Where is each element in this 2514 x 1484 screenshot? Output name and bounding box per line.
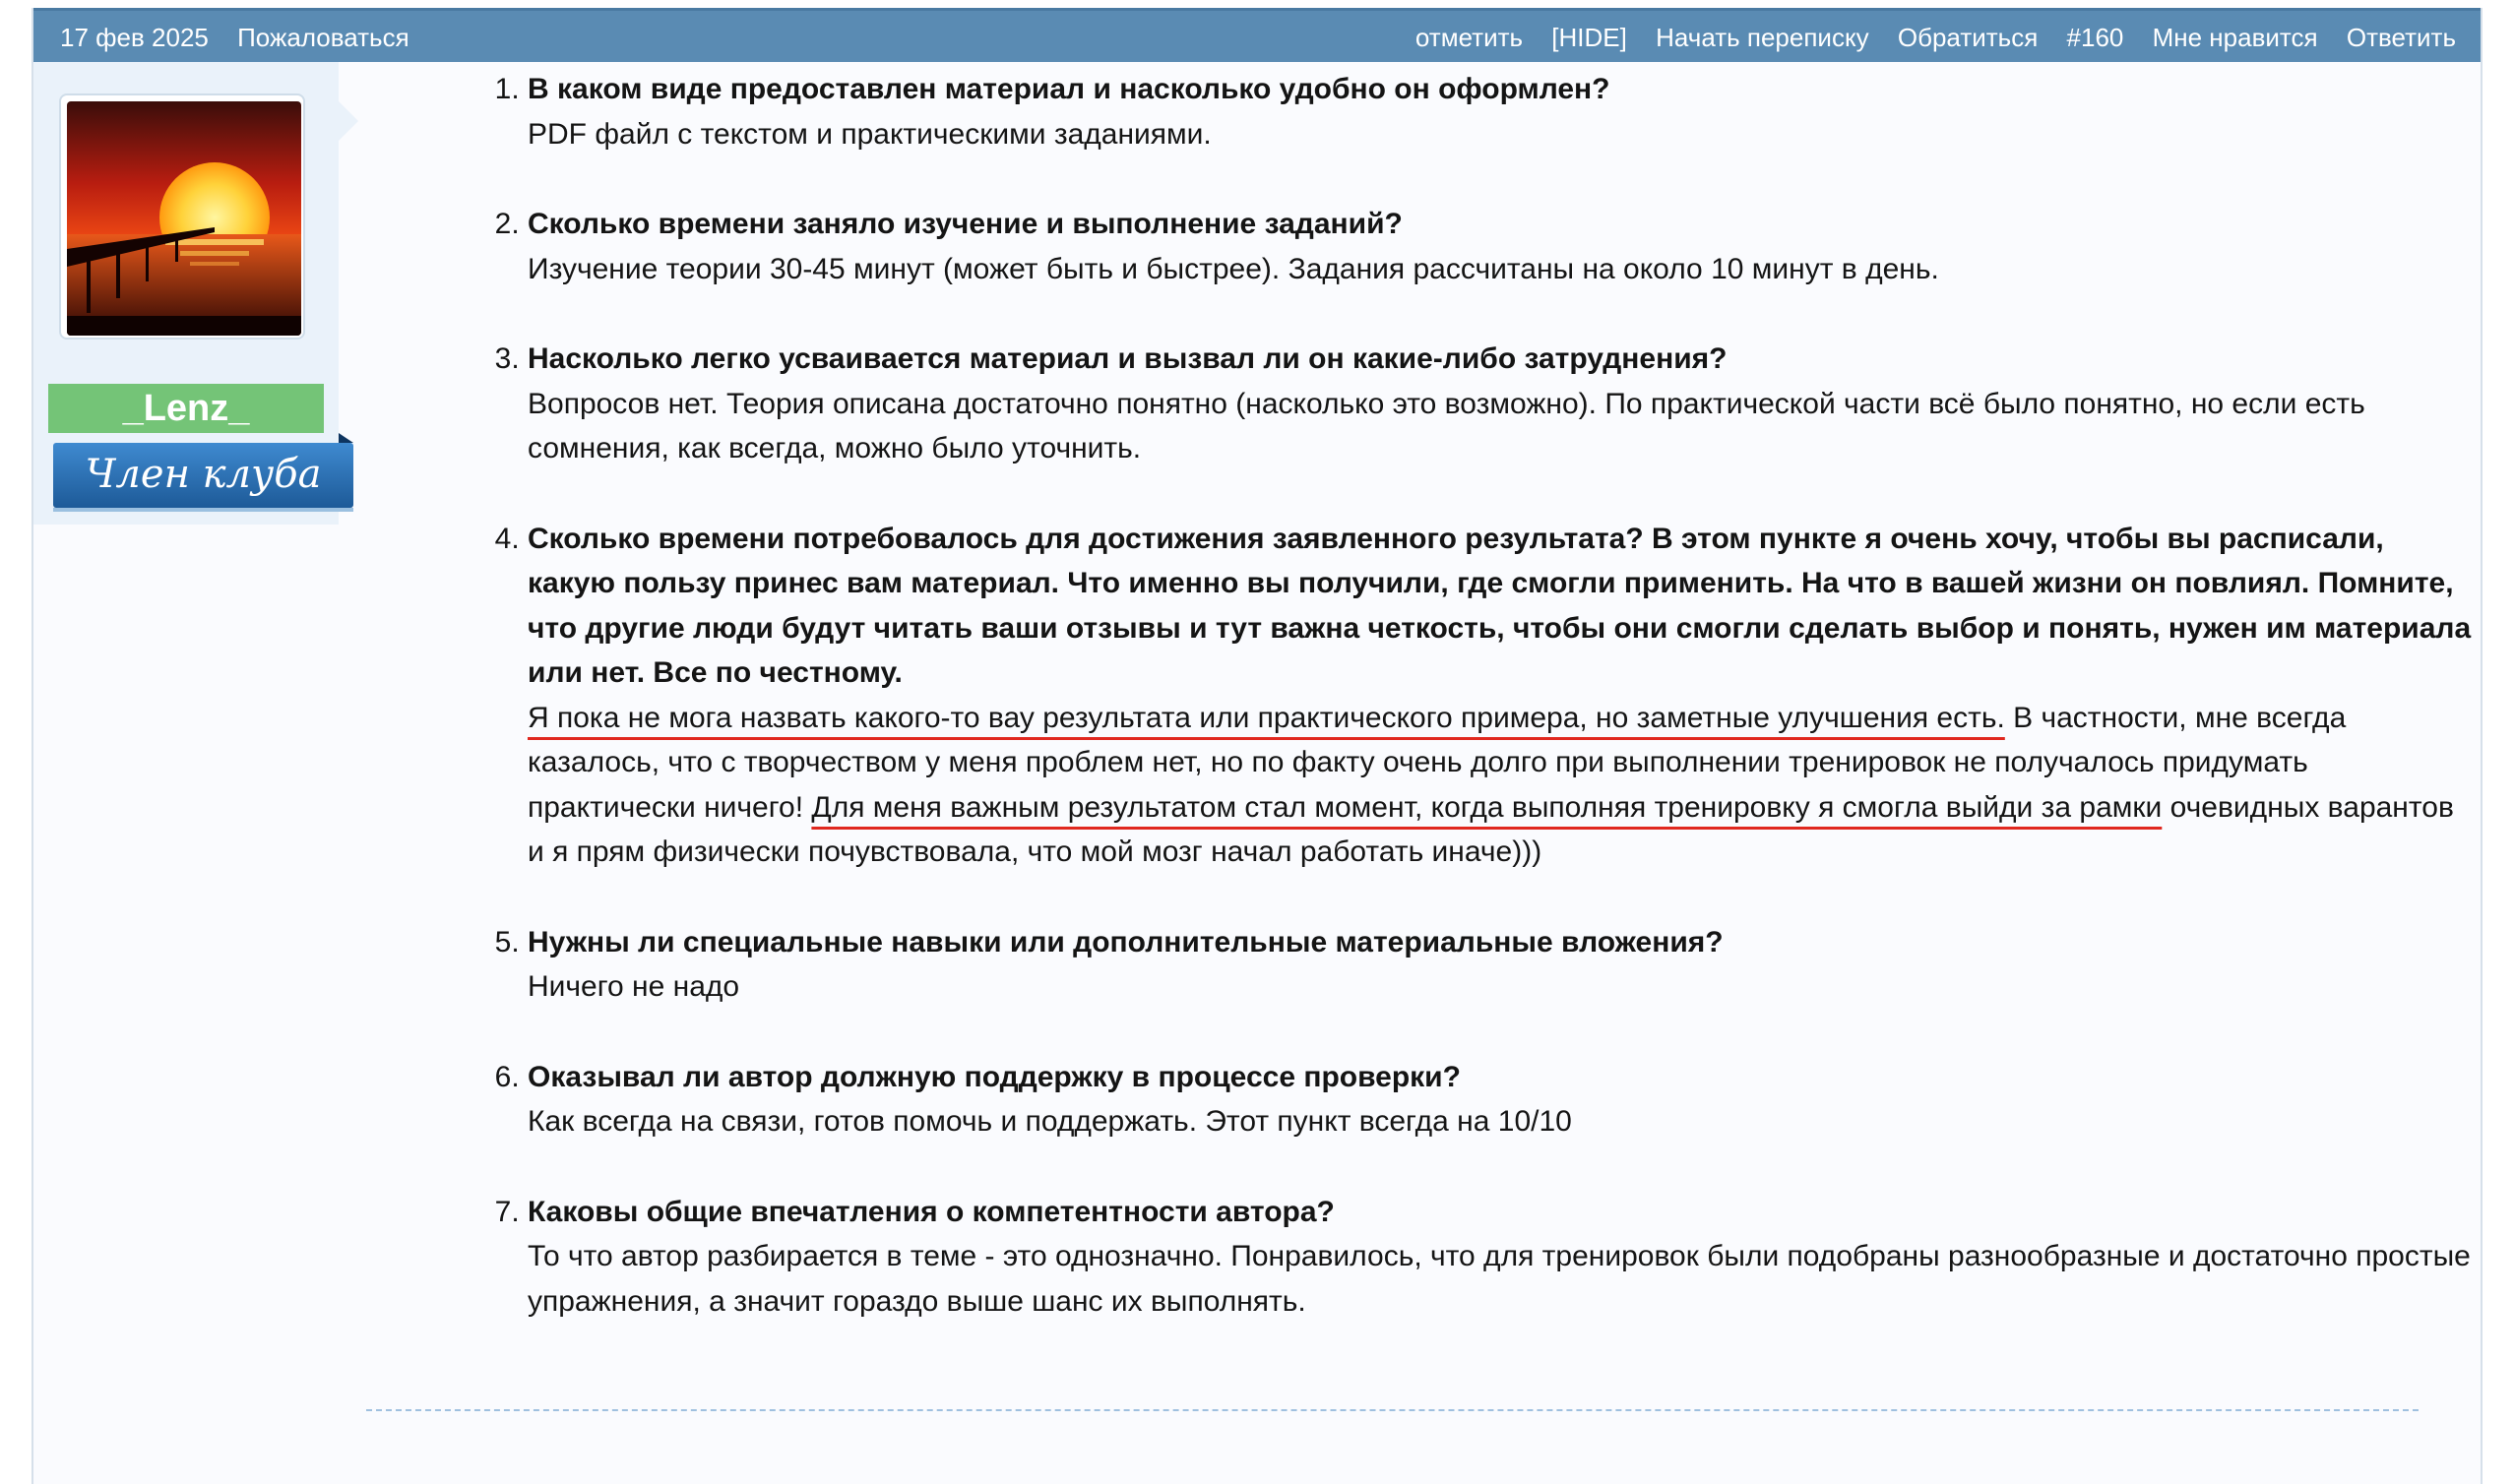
- list-item: [528, 1055, 2475, 1144]
- user-rank-badge: [53, 433, 353, 514]
- reply-link[interactable]: Ответить: [2346, 23, 2456, 52]
- list-item: [528, 337, 2475, 471]
- username[interactable]: _Lenz_: [48, 384, 324, 433]
- avatar-pointer: [339, 101, 358, 141]
- hide-link[interactable]: [HIDE]: [1551, 23, 1627, 52]
- underlined-answer-text: Для меня важным результатом стал момент, когда выполняя тренировку я смогла выйди за рамки: [811, 790, 2163, 824]
- question-text: Сколько времени заняло изучение и выполнение заданий?: [528, 208, 1403, 240]
- post-content: [467, 67, 2475, 1369]
- user-rank-label: Член клуба: [85, 452, 322, 497]
- answer-text: То что автор разбирается в теме - это однозначно. Понравилось, что для тренировок были подобраны разнообразные и достаточно простые упражнения, а значит гораздо выше шанс их выполнять.: [528, 1240, 2471, 1318]
- signature-divider: [366, 1409, 2419, 1411]
- question-text: Каковы общие впечатления о компетентности автора?: [528, 1195, 1335, 1228]
- post-date[interactable]: 17 фев 2025: [60, 23, 209, 52]
- review-questions-list: [467, 67, 2475, 1324]
- question-text: Нужны ли специальные навыки или дополнительные материальные вложения?: [528, 925, 1724, 958]
- avatar[interactable]: [67, 101, 301, 336]
- post-actions: [1394, 23, 2456, 53]
- list-item: [528, 920, 2475, 1010]
- answer-text: Вопросов нет. Теория описана достаточно понятно (насколько это возможно). По практической части всё было понятно, но если есть сомнения, как всегда, можно было уточнить.: [528, 387, 2365, 464]
- answer-text: PDF файл с текстом и практическими заданиями.: [528, 117, 1212, 151]
- mention-link[interactable]: Обратиться: [1897, 23, 2039, 52]
- report-link[interactable]: Пожаловаться: [237, 23, 409, 52]
- like-link[interactable]: Мне нравится: [2152, 23, 2318, 52]
- list-item: [528, 1190, 2475, 1325]
- forum-post: [31, 8, 2483, 1484]
- answer-text: Ничего не надо: [528, 970, 740, 1003]
- underlined-answer-text: Я пока не мога назвать какого-то вау результата или практического примера, но заметные улучшения есть.: [528, 701, 2005, 734]
- start-conversation-link[interactable]: Начать переписку: [1656, 23, 1869, 52]
- post-header-bar: [33, 8, 2481, 62]
- question-text: Насколько легко усваивается материал и вызвал ли он какие-либо затруднения?: [528, 342, 1728, 375]
- answer-text: очевидных варантов и я прям физически почувствовала, что мой мозг начал работать иначе))): [528, 790, 2454, 868]
- post-number-link[interactable]: #160: [2066, 23, 2124, 52]
- list-item: [528, 517, 2475, 875]
- question-text: Сколько времени потребовалось для достижения заявленного результата? В этом пункте я очень хочу, чтобы вы расписали, какую пользу принес вам материал. Что именно вы получили, где смогли применить. На что в вашей жизни он повлиял. Помните, что другие люди будут читать ваши отзывы и тут важна четкость, чтобы они смогли сделать выбор и понять, нужен им материала или нет. Все по честному.: [528, 522, 2472, 689]
- post-meta: [60, 23, 431, 53]
- avatar-frame: [59, 93, 305, 340]
- answer-text: Как всегда на связи, готов помочь и поддержать. Этот пункт всегда на 10/10: [528, 1105, 1572, 1138]
- answer-text: В частности, мне всегда казалось, что с творчеством у меня проблем нет, но по факту очень долго при выполнении тренировок не получалось придумать практически ничего!: [528, 701, 2347, 824]
- answer-text: Изучение теории 30-45 минут (может быть и быстрее). Задания рассчитаны на около 10 минут в день.: [528, 252, 1939, 285]
- sunset-pier-image: [67, 101, 301, 336]
- question-text: В каком виде предоставлен материал и насколько удобно он оформлен?: [528, 73, 1610, 105]
- list-item: [528, 67, 2475, 156]
- list-item: [528, 202, 2475, 291]
- user-info-panel: [33, 62, 339, 525]
- mark-link[interactable]: отметить: [1414, 23, 1524, 52]
- question-text: Оказывал ли автор должную поддержку в процессе проверки?: [528, 1060, 1461, 1093]
